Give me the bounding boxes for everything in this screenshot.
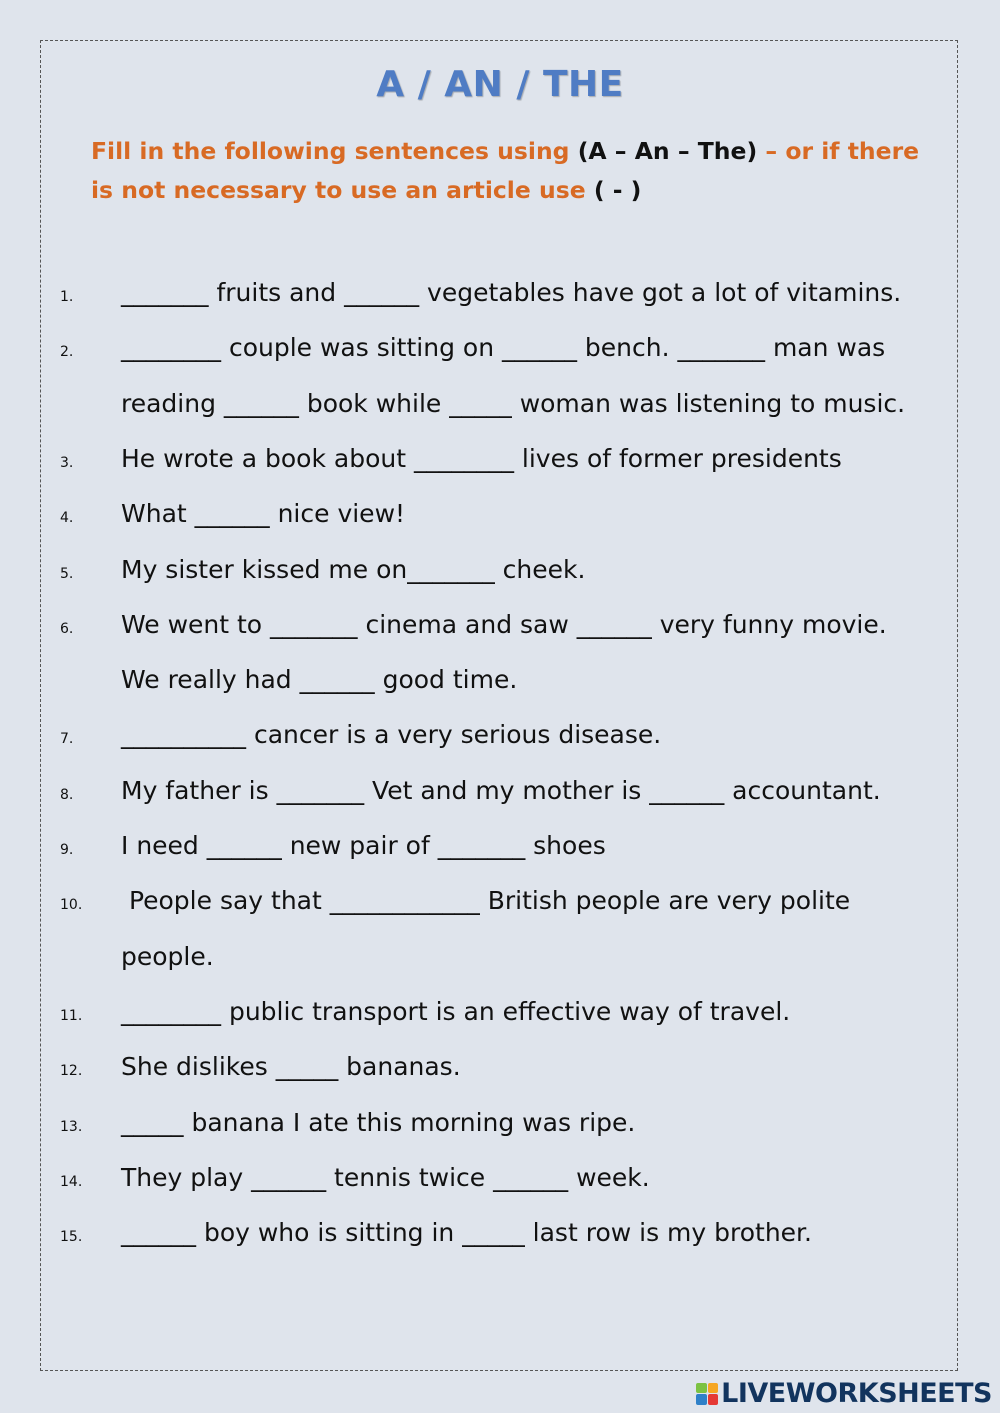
question-number: 7. — [60, 731, 74, 748]
worksheet-title: A / AN / THE — [376, 64, 624, 105]
question-text: ________ couple was sitting on ______ bench. _______ man was — [121, 333, 886, 363]
question-text: _______ fruits and ______ vegetables have got a lot of vitamins. — [121, 278, 902, 307]
question-text: ________ public transport is an effective way of travel. — [121, 996, 791, 1026]
question-number: 8. — [60, 786, 74, 803]
question-text: They play ______ tennis twice ______ week. — [121, 1162, 650, 1192]
question-text: He wrote a book about ________ lives of former presidents — [121, 443, 842, 473]
instructions — [91, 132, 941, 210]
question-text: people. — [121, 941, 214, 971]
question-number: 12. — [60, 1063, 83, 1080]
question-text: reading ______ book while _____ woman was listening to music. — [121, 388, 906, 418]
question-number: 15. — [60, 1229, 83, 1246]
logo-text: LIVEWORKSHEETS — [721, 1378, 992, 1409]
question-number: 2. — [60, 344, 74, 361]
question-number: 10. — [60, 897, 83, 914]
question-text: We went to _______ cinema and saw ______ very funny movie. — [121, 609, 887, 639]
question-text: People say that ____________ British people are very polite — [121, 886, 851, 916]
question-number: 6. — [60, 620, 74, 637]
question-text: We really had ______ good time. — [121, 665, 518, 695]
logo-square — [708, 1383, 719, 1394]
question-number: 4. — [60, 510, 74, 527]
question-text: What ______ nice view! — [121, 499, 406, 529]
liveworksheets-logo — [696, 1378, 992, 1409]
logo-square — [696, 1394, 707, 1405]
question-text: __________ cancer is a very serious disease. — [121, 720, 662, 750]
instructions-articles: (A – An – The) — [577, 137, 758, 165]
question-number: 3. — [60, 454, 74, 471]
question-text: ______ boy who is sitting in _____ last row is my brother. — [121, 1218, 812, 1248]
question-number: 1. — [60, 289, 74, 305]
question-text: My father is _______ Vet and my mother is ______ accountant. — [121, 775, 881, 805]
instructions-dash: ( - ) — [593, 176, 642, 204]
question-number: 14. — [60, 1173, 83, 1190]
question-text: She dislikes _____ bananas. — [121, 1052, 461, 1082]
question-text: I need ______ new pair of _______ shoes — [121, 831, 606, 860]
instructions-text-1: Fill in the following sentences using — [91, 137, 578, 165]
instructions-text-2: – or if there is not necessary to use an article use — [91, 137, 920, 204]
logo-square — [696, 1383, 707, 1394]
question-number: 13. — [60, 1118, 83, 1135]
question-number: 9. — [60, 842, 74, 858]
logo-icon — [696, 1383, 718, 1405]
logo-square — [708, 1394, 719, 1405]
question-number: 11. — [60, 1007, 83, 1024]
question-number: 5. — [60, 565, 74, 582]
question-text: My sister kissed me on_______ cheek. — [121, 554, 586, 584]
question-text: _____ banana I ate this morning was ripe. — [121, 1107, 636, 1137]
